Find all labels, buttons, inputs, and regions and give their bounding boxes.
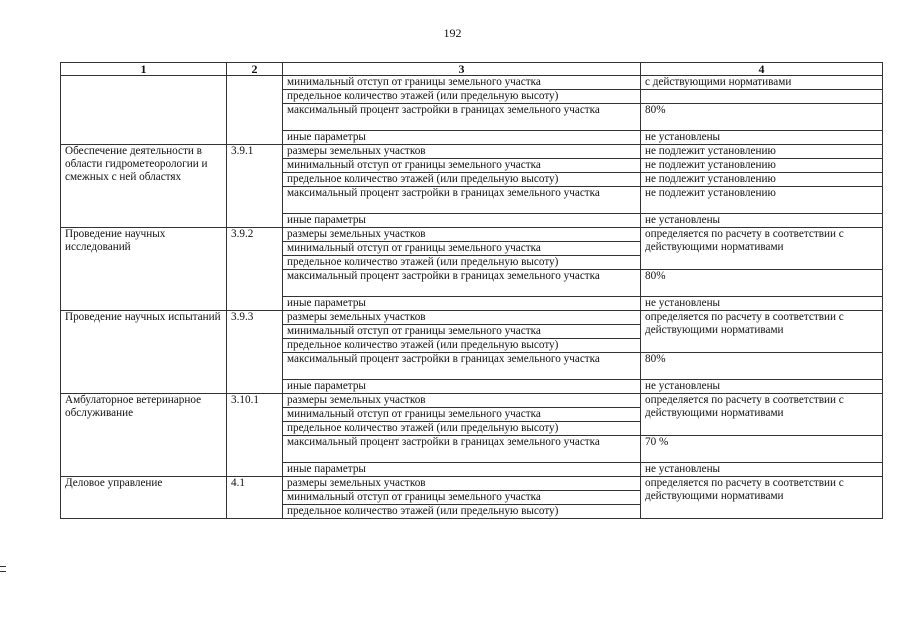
param-cell: предельное количество этажей (или предельную высоту) [283,422,641,436]
page-number: 192 [443,26,462,40]
use-name-cell: Обеспечение деятельности в области гидрометеорологии и смежных с ней областях [61,145,227,228]
code-cell: 3.9.1 [227,145,283,228]
param-cell: размеры земельных участков [283,145,641,159]
table-row [61,311,883,325]
merged-value-cell: определяется по расчету в соответствии с действующими нормативами [641,394,883,436]
value-cell: не установлены [641,214,883,228]
use-name-cell: Деловое управление [61,477,227,519]
param-cell: иные параметры [283,463,641,477]
value-cell: 80% [641,104,883,131]
param-cell: минимальный отступ от границы земельного участка [283,325,641,339]
param-cell: иные параметры [283,297,641,311]
param-cell: минимальный отступ от границы земельного участка [283,159,641,173]
merged-value-cell: определяется по расчету в соответствии с действующими нормативами [641,311,883,353]
param-cell: максимальный процент застройки в границах земельного участка [283,187,641,214]
param-cell: минимальный отступ от границы земельного участка [283,408,641,422]
value-cell: с действующими нормативами [641,76,883,90]
code-cell: 4.1 [227,477,283,519]
code-cell: 3.9.3 [227,311,283,394]
param-cell: предельное количество этажей (или предельную высоту) [283,339,641,353]
code-cell: 3.9.2 [227,228,283,311]
value-cell: не установлены [641,380,883,394]
param-cell: максимальный процент застройки в границах земельного участка [283,436,641,463]
regulations-table [60,62,883,519]
param-cell: предельное количество этажей (или предельную высоту) [283,256,641,270]
param-cell: максимальный процент застройки в границах земельного участка [283,353,641,380]
param-cell: размеры земельных участков [283,477,641,491]
param-cell: минимальный отступ от границы земельного участка [283,491,641,505]
param-cell: максимальный процент застройки в границах земельного участка [283,270,641,297]
table-row [61,76,883,90]
use-name-cell [61,76,227,145]
table-header-row [61,63,883,76]
column-header-3: 3 [283,63,641,76]
value-cell: не подлежит установлению [641,173,883,187]
value-cell: 80% [641,353,883,380]
table-row [61,145,883,159]
value-cell: 70 % [641,436,883,463]
value-cell: не подлежит установлению [641,145,883,159]
param-cell: минимальный отступ от границы земельного участка [283,76,641,90]
param-cell: иные параметры [283,380,641,394]
param-cell: размеры земельных участков [283,394,641,408]
code-cell [227,76,283,145]
value-cell: не установлены [641,131,883,145]
column-header-4: 4 [641,63,883,76]
value-cell [641,90,883,104]
column-header-2: 2 [227,63,283,76]
table-row [61,394,883,408]
param-cell: размеры земельных участков [283,311,641,325]
param-cell: предельное количество этажей (или предельную высоту) [283,173,641,187]
table-row [61,477,883,491]
param-cell: предельное количество этажей (или предельную высоту) [283,90,641,104]
table-row [61,228,883,242]
value-cell: не подлежит установлению [641,187,883,214]
value-cell: не установлены [641,463,883,477]
merged-value-cell: определяется по расчету в соответствии с действующими нормативами [641,228,883,270]
param-cell: иные параметры [283,131,641,145]
value-cell: не подлежит установлению [641,159,883,173]
param-cell: предельное количество этажей (или предельную высоту) [283,505,641,519]
param-cell: максимальный процент застройки в границах земельного участка [283,104,641,131]
use-name-cell: Проведение научных исследований [61,228,227,311]
param-cell: размеры земельных участков [283,228,641,242]
use-name-cell: Проведение научных испытаний [61,311,227,394]
column-header-1: 1 [61,63,227,76]
margin-mark [0,566,6,572]
value-cell: не установлены [641,297,883,311]
code-cell: 3.10.1 [227,394,283,477]
merged-value-cell: определяется по расчету в соответствии с действующими нормативами [641,477,883,519]
param-cell: иные параметры [283,214,641,228]
param-cell: минимальный отступ от границы земельного участка [283,242,641,256]
value-cell: 80% [641,270,883,297]
use-name-cell: Амбулаторное ветеринарное обслуживание [61,394,227,477]
